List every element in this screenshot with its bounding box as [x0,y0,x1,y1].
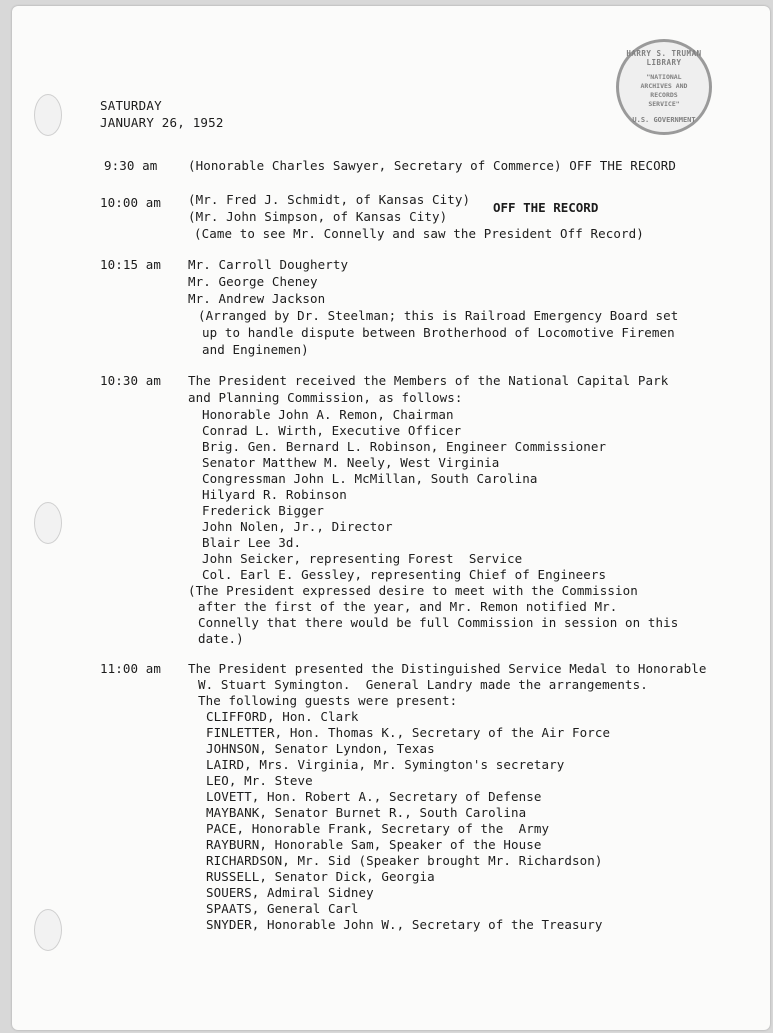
date-heading: JANUARY 26, 1952 [100,115,224,130]
entry-line: Mr. Andrew Jackson [188,291,326,306]
document-page [12,6,770,1030]
stamp-ring-bottom: U.S. GOVERNMENT [632,116,696,124]
entry-line: John Seicker, representing Forest Service [202,551,523,566]
entry-line: Honorable John A. Remon, Chairman [202,407,454,422]
entry-line: W. Stuart Symington. General Landry made the arrangements. [198,677,648,692]
guest-line: MAYBANK, Senator Burnet R., South Carolina [206,805,527,820]
entry-line: (Mr. Fred J. Schmidt, of Kansas City) [188,192,471,207]
entry-line: Brig. Gen. Bernard L. Robinson, Engineer Commissioner [202,439,607,454]
entry-line: Blair Lee 3d. [202,535,302,550]
day-heading: SATURDAY [100,98,162,113]
guest-line: SPAATS, General Carl [206,901,359,916]
guest-line: PACE, Honorable Frank, Secretary of the Army [206,821,550,836]
entry-line: Senator Matthew M. Neely, West Virginia [202,455,500,470]
guest-line: RICHARDSON, Mr. Sid (Speaker brought Mr. Richardson) [206,853,603,868]
stamp-ring-top: HARRY S. TRUMAN LIBRARY [626,49,702,67]
guest-line: LEO, Mr. Steve [206,773,313,788]
entry-line: Frederick Bigger [202,503,325,518]
punch-hole-top [34,94,62,136]
guest-line: LOVETT, Hon. Robert A., Secretary of Defense [206,789,542,804]
entry-time: 10:00 am [100,195,162,210]
entry-line: Mr. Carroll Dougherty [188,257,349,272]
entry-line: Mr. George Cheney [188,274,318,289]
entry-line: (Honorable Charles Sawyer, Secretary of Commerce) OFF THE RECORD [188,158,677,173]
punch-hole-middle [34,502,62,544]
entry-line: Congressman John L. McMillan, South Carolina [202,471,538,486]
guest-line: JOHNSON, Senator Lyndon, Texas [206,741,435,756]
entry-line: The President received the Members of the National Capital Park [188,373,669,388]
entry-line: The President presented the Distinguished Service Medal to Honorable [188,661,707,676]
entry-line: (Arranged by Dr. Steelman; this is Railroad Emergency Board set [198,308,679,323]
off-the-record-label: OFF THE RECORD [493,200,599,215]
guest-line: SOUERS, Admiral Sidney [206,885,374,900]
entry-line: (Came to see Mr. Connelly and saw the President Off Record) [194,226,644,241]
guest-line: RAYBURN, Honorable Sam, Speaker of the House [206,837,542,852]
archive-stamp [616,39,712,135]
entry-line: (Mr. John Simpson, of Kansas City) [188,209,448,224]
entry-line: up to handle dispute between Brotherhood of Locomotive Firemen [202,325,675,340]
entry-line: The following guests were present: [198,693,458,708]
entry-line: Hilyard R. Robinson [202,487,347,502]
guest-line: RUSSELL, Senator Dick, Georgia [206,869,435,884]
entry-time: 11:00 am [100,661,162,676]
entry-line: date.) [198,631,244,646]
guest-line: FINLETTER, Hon. Thomas K., Secretary of the Air Force [206,725,611,740]
entry-line: after the first of the year, and Mr. Remon notified Mr. [198,599,618,614]
entry-line: and Planning Commission, as follows: [188,390,463,405]
punch-hole-bottom [34,909,62,951]
guest-line: CLIFFORD, Hon. Clark [206,709,359,724]
guest-line: SNYDER, Honorable John W., Secretary of the Treasury [206,917,603,932]
entry-time: 9:30 am [104,158,158,173]
entry-line: and Enginemen) [202,342,309,357]
entry-time: 10:15 am [100,257,162,272]
entry-line: John Nolen, Jr., Director [202,519,393,534]
entry-time: 10:30 am [100,373,162,388]
entry-line: Col. Earl E. Gessley, representing Chief of Engineers [202,567,607,582]
entry-line: Connelly that there would be full Commission in session on this [198,615,679,630]
entry-line: (The President expressed desire to meet with the Commission [188,583,638,598]
stamp-center-text: "NATIONAL ARCHIVES AND RECORDS SERVICE" [640,73,688,108]
entry-line: Conrad L. Wirth, Executive Officer [202,423,462,438]
guest-line: LAIRD, Mrs. Virginia, Mr. Symington's secretary [206,757,565,772]
